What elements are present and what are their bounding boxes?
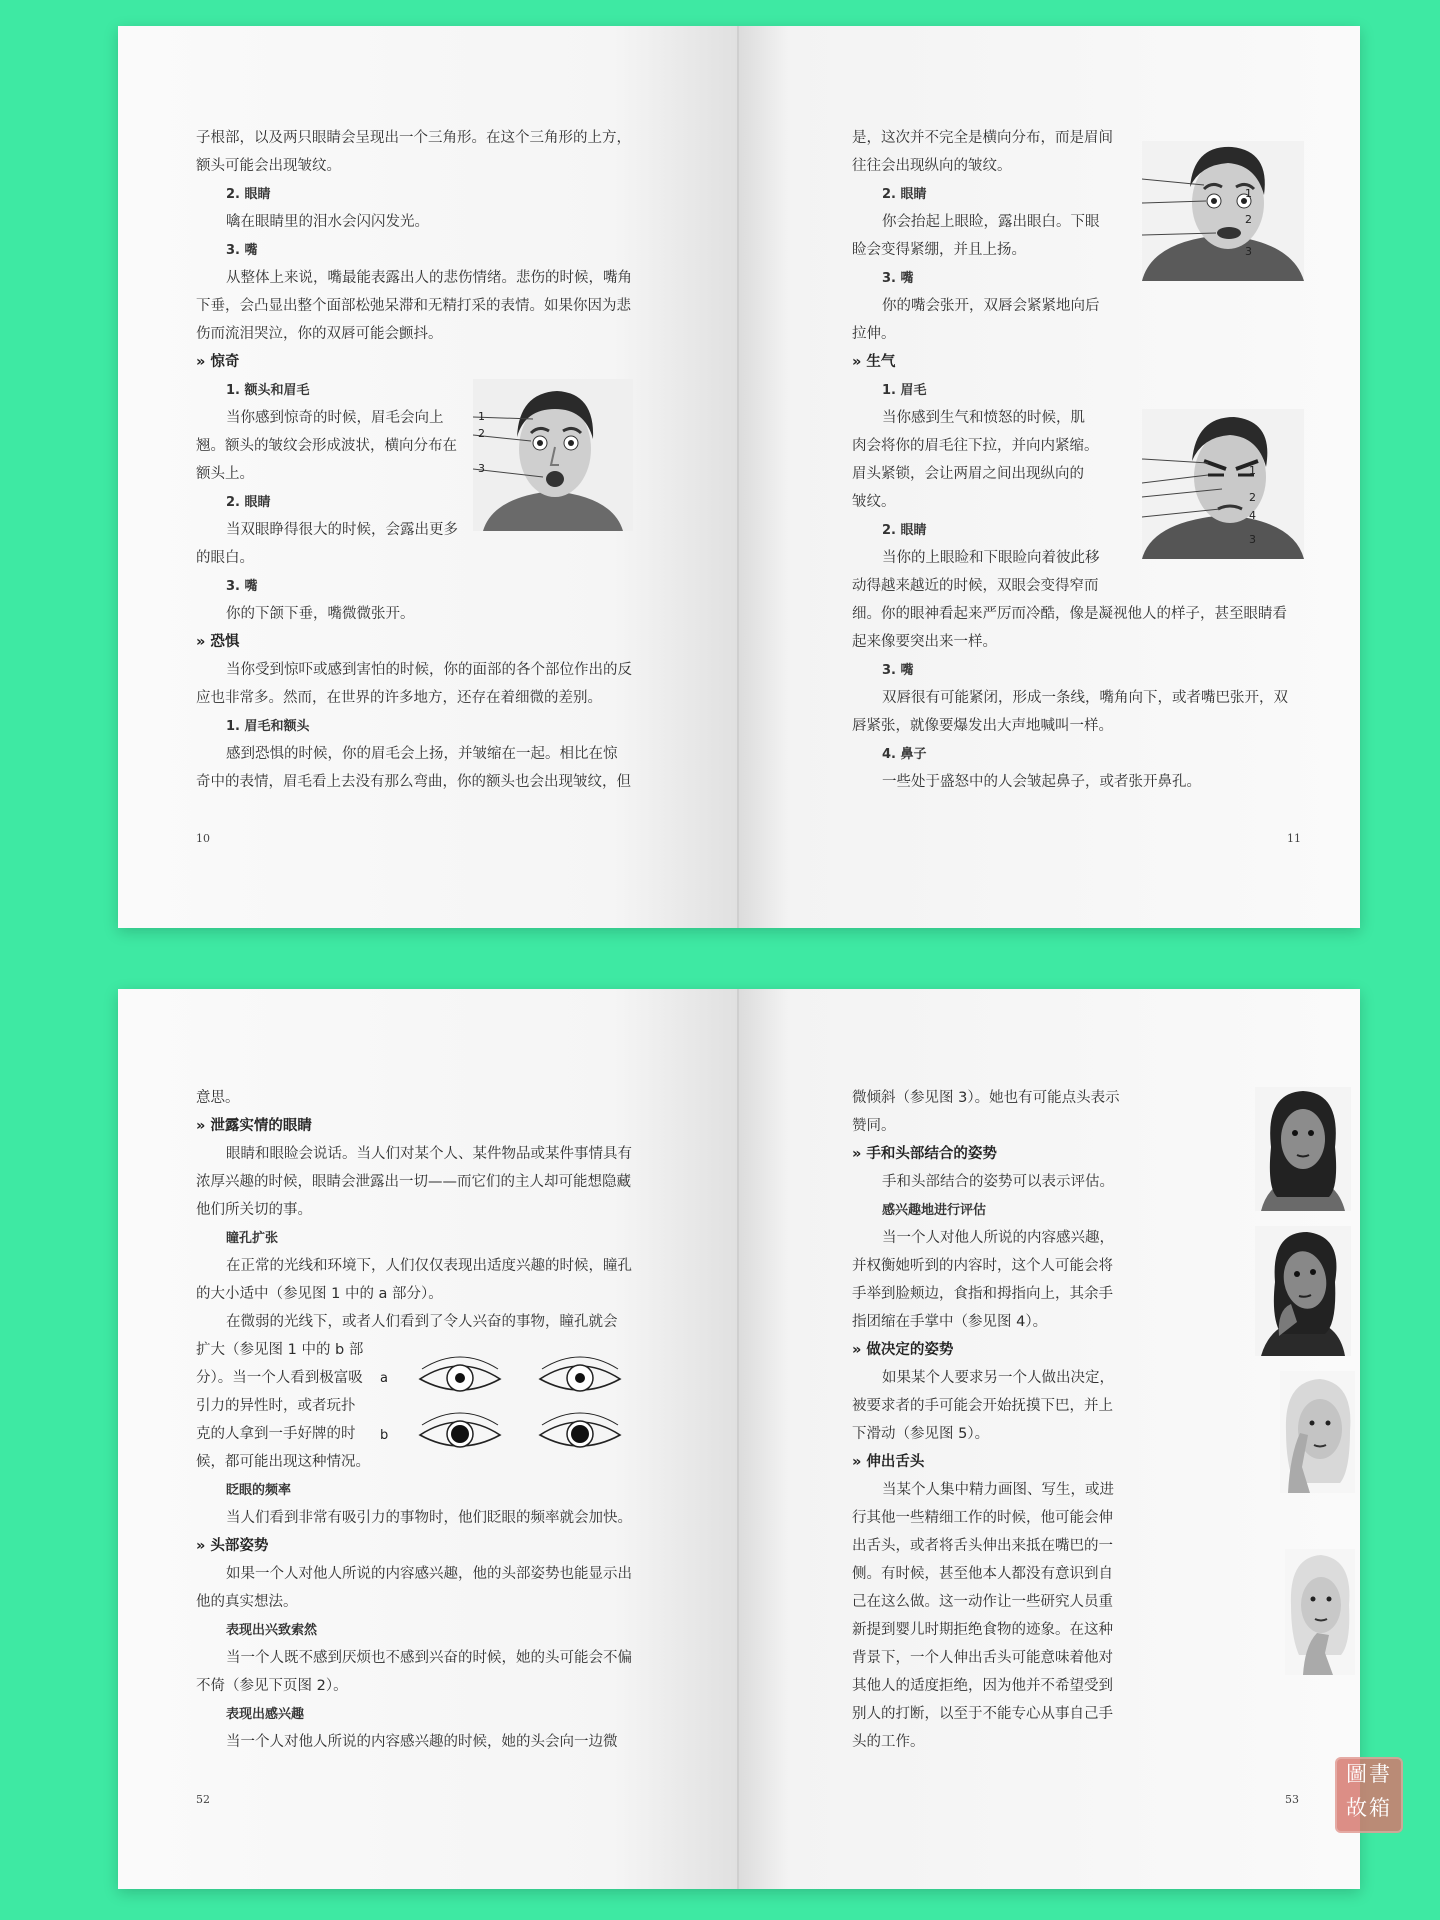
subheading: 1. 额头和眉毛: [226, 383, 310, 398]
text-line: 手和头部结合的姿势可以表示评估。: [882, 1174, 1114, 1190]
text-line: 他的真实想法。: [196, 1594, 298, 1610]
text-line: 侧。有时候，甚至他本人都没有意识到自: [852, 1566, 1113, 1582]
woman-hand-to-cheek-photo: [1280, 1371, 1355, 1493]
text-line: 当你的上眼睑和下眼睑向着彼此移: [882, 550, 1100, 566]
text-line: 在微弱的光线下，或者人们看到了令人兴奋的事物，瞳孔就会: [226, 1314, 618, 1330]
woman-neutral-photo: [1255, 1087, 1351, 1211]
text-line: 新提到婴儿时期拒绝食物的迹象。在这种: [852, 1622, 1113, 1638]
text-line: 下滑动（参见图 5）。: [852, 1426, 990, 1442]
text-line: 当你受到惊吓或感到害怕的时候，你的面部的各个部位作出的反: [226, 662, 632, 678]
text-line: 别人的打断，以至于不能专心从事自己手: [852, 1706, 1113, 1722]
subheading: 2. 眼睛: [882, 187, 927, 202]
figure-label: 2: [1245, 213, 1252, 226]
text-line: 双唇很有可能紧闭，形成一条线，嘴角向下，或者嘴巴张开，双: [882, 690, 1288, 706]
text-line: 当一个人对他人所说的内容感兴趣的时候，她的头会向一边微: [226, 1734, 618, 1750]
section-heading: » 伸出舌头: [852, 1454, 925, 1470]
subheading: 3. 嘴: [226, 243, 258, 258]
subheading: 3. 嘴: [882, 663, 914, 678]
fear-face-photo: [1142, 141, 1304, 281]
bottom-spread: [118, 989, 1360, 1889]
surprised-face-photo: [473, 379, 633, 531]
text-line: 唇紧张，就像要爆发出大声地喊叫一样。: [852, 718, 1113, 734]
subheading: 1. 眉毛: [882, 383, 927, 398]
text-line: 伤而流泪哭泣，你的双唇可能会颤抖。: [196, 326, 443, 342]
text-line: 他们所关切的事。: [196, 1202, 312, 1218]
subheading: 瞳孔扩张: [226, 1231, 279, 1246]
text-line: 下垂，会凸显出整个面部松弛呆滞和无精打采的表情。如果你因为悲: [196, 298, 631, 314]
text-line: 起来像要突出来一样。: [852, 634, 997, 650]
figure-label: 2: [478, 427, 485, 440]
text-line: 应也非常多。然而，在世界的许多地方，还存在着细微的差别。: [196, 690, 602, 706]
text-line: 微倾斜（参见图 3）。她也有可能点头表示: [852, 1090, 1120, 1106]
text-line: 引力的异性时，或者玩扑: [196, 1398, 356, 1414]
text-line: 皱纹。: [852, 494, 896, 510]
subheading: 3. 嘴: [882, 271, 914, 286]
text-line: 感到恐惧的时候，你的眉毛会上扬，并皱缩在一起。相比在惊: [226, 746, 618, 762]
page-52: [118, 989, 739, 1889]
figure-label: 2: [1249, 491, 1256, 504]
figure-label: 1: [1245, 187, 1252, 200]
text-line: 浓厚兴趣的时候，眼睛会泄露出一切——而它们的主人却可能想隐藏: [196, 1174, 631, 1190]
page-53: [739, 989, 1360, 1889]
text-line: 眉头紧锁，会让两眉之间出现纵向的: [852, 466, 1084, 482]
subheading: 2. 眼睛: [882, 523, 927, 538]
page-number: 11: [1287, 832, 1301, 845]
text-line: 己在这么做。这一动作让一些研究人员重: [852, 1594, 1113, 1610]
figure-label: 1: [478, 410, 485, 423]
section-heading: » 恐惧: [196, 634, 240, 650]
eye-row-label: a: [380, 1371, 388, 1386]
library-seal-stamp: 圖書 故箱: [1335, 1757, 1403, 1833]
text-line: 意思。: [196, 1090, 240, 1106]
subheading: 1. 眉毛和额头: [226, 719, 310, 734]
text-line: 额头可能会出现皱纹。: [196, 158, 341, 174]
subheading: 2. 眼睛: [226, 495, 271, 510]
subheading: 4. 鼻子: [882, 747, 927, 762]
text-line: 指团缩在手掌中（参见图 4）。: [852, 1314, 1048, 1330]
text-line: 一些处于盛怒中的人会皱起鼻子，或者张开鼻孔。: [882, 774, 1201, 790]
section-heading: » 生气: [852, 354, 896, 370]
figure-label: 4: [1249, 509, 1256, 522]
figure-label: 3: [478, 462, 485, 475]
text-line: 赞同。: [852, 1118, 896, 1134]
text-line: 噙在眼睛里的泪水会闪闪发光。: [226, 214, 429, 230]
text-line: 不倚（参见下页图 2）。: [196, 1678, 348, 1694]
text-line: 当双眼睁得很大的时候，会露出更多: [226, 522, 458, 538]
subheading: 眨眼的频率: [226, 1483, 292, 1498]
woman-hand-on-chin-photo: [1285, 1549, 1355, 1675]
page-11: [739, 26, 1360, 928]
text-line: 从整体上来说，嘴最能表露出人的悲伤情绪。悲伤的时候，嘴角: [226, 270, 632, 286]
text-line: 眼睛和眼睑会说话。当人们对某个人、某件物品或某件事情具有: [226, 1146, 632, 1162]
text-line: 克的人拿到一手好牌的时: [196, 1426, 356, 1442]
text-line: 当一个人既不感到厌烦也不感到兴奋的时候，她的头可能会不偏: [226, 1650, 632, 1666]
subheading: 表现出感兴趣: [226, 1707, 305, 1722]
text-line: 当你感到生气和愤怒的时候，肌: [882, 410, 1085, 426]
page-number: 10: [196, 832, 210, 845]
text-line: 手举到脸颊边，食指和拇指向上，其余手: [852, 1286, 1113, 1302]
text-line: 往往会出现纵向的皱纹。: [852, 158, 1012, 174]
page-number: 52: [196, 1793, 210, 1806]
section-heading: » 头部姿势: [196, 1538, 269, 1554]
text-line: 当一个人对他人所说的内容感兴趣，: [882, 1230, 1114, 1246]
text-line: 翘。额头的皱纹会形成波状，横向分布在: [196, 438, 457, 454]
anger-face-photo: [1142, 409, 1304, 559]
text-line: 额头上。: [196, 466, 254, 482]
text-line: 奇中的表情，眉毛看上去没有那么弯曲，你的额头也会出现皱纹，但: [196, 774, 631, 790]
subheading: 3. 嘴: [226, 579, 258, 594]
text-line: 子根部，以及两只眼睛会呈现出一个三角形。在这个三角形的上方，: [196, 130, 631, 146]
text-line: 出舌头，或者将舌头伸出来抵在嘴巴的一: [852, 1538, 1113, 1554]
top-spread: [118, 26, 1360, 928]
text-line: 被要求者的手可能会开始抚摸下巴，并上: [852, 1398, 1113, 1414]
text-line: 的眼白。: [196, 550, 254, 566]
text-line: 在正常的光线和环境下，人们仅仅表现出适度兴趣的时候，瞳孔: [226, 1258, 632, 1274]
text-line: 其他人的适度拒绝，因为他并不希望受到: [852, 1678, 1113, 1694]
text-line: 的大小适中（参见图 1 中的 a 部分）。: [196, 1286, 443, 1302]
text-line: 拉伸。: [852, 326, 896, 342]
section-heading: » 泄露实情的眼睛: [196, 1118, 312, 1134]
section-heading: » 做决定的姿势: [852, 1342, 954, 1358]
text-line: 如果一个人对他人所说的内容感兴趣，他的头部姿势也能显示出: [226, 1566, 632, 1582]
text-line: 并权衡她听到的内容时，这个人可能会将: [852, 1258, 1113, 1274]
text-line: 是，这次并不完全是横向分布，而是眉间: [852, 130, 1113, 146]
subheading: 表现出兴致索然: [226, 1623, 318, 1638]
text-line: 如果某个人要求另一个人做出决定，: [882, 1370, 1114, 1386]
woman-tilted-head-photo: [1255, 1226, 1351, 1356]
text-line: 肉会将你的眉毛往下拉，并向内紧缩。: [852, 438, 1099, 454]
text-line: 行其他一些精细工作的时候，他可能会伸: [852, 1510, 1113, 1526]
text-line: 当人们看到非常有吸引力的事物时，他们眨眼的频率就会加快。: [226, 1510, 632, 1526]
section-heading: » 手和头部结合的姿势: [852, 1146, 997, 1162]
text-line: 头的工作。: [852, 1734, 925, 1750]
pupil-eyes-diagram: [400, 1349, 630, 1459]
text-line: 细。你的眼神看起来严厉而冷酷，像是凝视他人的样子，甚至眼睛看: [852, 606, 1287, 622]
eye-row-label: b: [380, 1428, 389, 1443]
page-number: 53: [1285, 1793, 1299, 1806]
page-10: [118, 26, 739, 928]
text-line: 候，都可能出现这种情况。: [196, 1454, 370, 1470]
subheading: 感兴趣地进行评估: [882, 1203, 987, 1218]
section-heading: » 惊奇: [196, 354, 240, 370]
text-line: 背景下，一个人伸出舌头可能意味着他对: [852, 1650, 1113, 1666]
text-line: 当你感到惊奇的时候，眉毛会向上: [226, 410, 444, 426]
text-line: 分）。当一个人看到极富吸: [196, 1370, 363, 1386]
figure-label: 1: [1249, 464, 1256, 477]
text-line: 当某个人集中精力画图、写生，或进: [882, 1482, 1114, 1498]
figure-label: 3: [1249, 533, 1256, 546]
text-line: 动得越来越近的时候，双眼会变得窄而: [852, 578, 1099, 594]
text-line: 扩大（参见图 1 中的 b 部: [196, 1342, 364, 1358]
text-line: 睑会变得紧绷，并且上扬。: [852, 242, 1026, 258]
figure-label: 3: [1245, 245, 1252, 258]
text-line: 你的嘴会张开，双唇会紧紧地向后: [882, 298, 1100, 314]
text-line: 你会抬起上眼睑，露出眼白。下眼: [882, 214, 1100, 230]
subheading: 2. 眼睛: [226, 187, 271, 202]
text-line: 你的下颌下垂，嘴微微张开。: [226, 606, 415, 622]
